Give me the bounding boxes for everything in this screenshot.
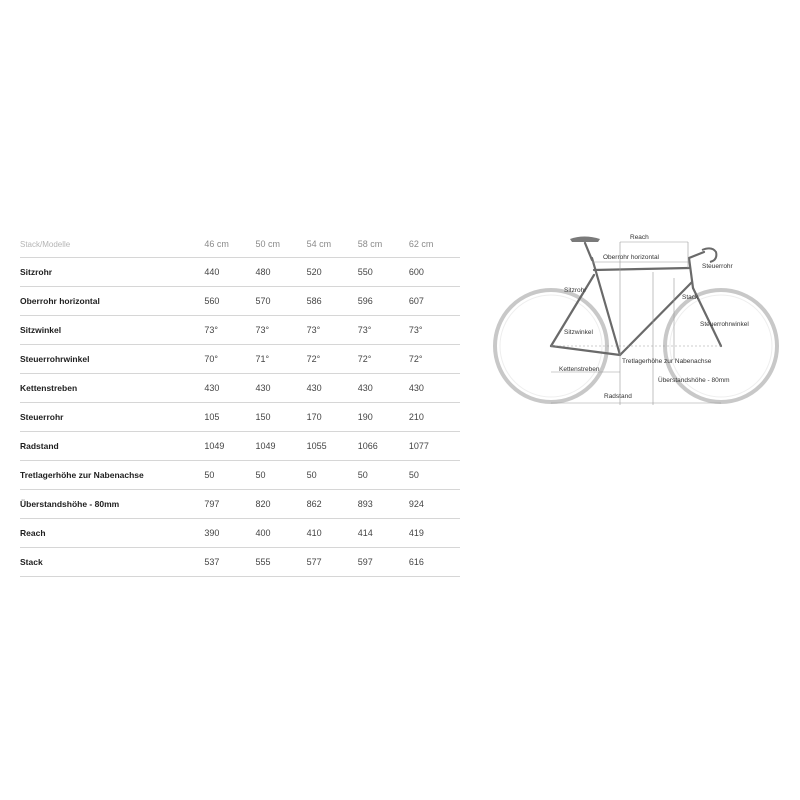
table-row	[20, 548, 460, 577]
row-value: 419	[409, 519, 460, 548]
row-value: 1055	[307, 432, 358, 461]
table-row	[20, 287, 460, 316]
row-value: 430	[204, 374, 255, 403]
row-value: 105	[204, 403, 255, 432]
row-value: 520	[307, 258, 358, 287]
row-value: 430	[409, 374, 460, 403]
row-value: 596	[358, 287, 409, 316]
row-value: 820	[256, 490, 307, 519]
row-value: 560	[204, 287, 255, 316]
row-value: 150	[256, 403, 307, 432]
table-header-row	[20, 231, 460, 258]
row-value: 410	[307, 519, 358, 548]
label-kettenstreben: Kettenstreben	[559, 366, 600, 373]
row-value: 72°	[358, 345, 409, 374]
row-value: 73°	[204, 316, 255, 345]
row-value: 50	[409, 461, 460, 490]
row-value: 797	[204, 490, 255, 519]
header-label: Stack/Modelle	[20, 231, 204, 258]
header-size: 54 cm	[307, 231, 358, 258]
row-value: 50	[307, 461, 358, 490]
table-row	[20, 258, 460, 287]
row-value: 414	[358, 519, 409, 548]
row-value: 210	[409, 403, 460, 432]
bike-geometry-diagram	[488, 220, 788, 420]
handlebar	[702, 248, 716, 262]
geometry-table	[20, 231, 460, 577]
row-value: 597	[358, 548, 409, 577]
row-label: Tretlagerhöhe zur Nabenachse	[20, 461, 204, 490]
row-label: Oberrohr horizontal	[20, 287, 204, 316]
row-value: 430	[358, 374, 409, 403]
row-label: Kettenstreben	[20, 374, 204, 403]
row-value: 400	[256, 519, 307, 548]
table-row	[20, 490, 460, 519]
table-row	[20, 316, 460, 345]
row-value: 70°	[204, 345, 255, 374]
row-label: Sitzrohr	[20, 258, 204, 287]
table-row	[20, 432, 460, 461]
label-stack: Stack	[682, 294, 699, 301]
label-oberrohr: Oberrohr horizontal	[603, 254, 659, 261]
row-value: 1049	[256, 432, 307, 461]
row-label: Radstand	[20, 432, 204, 461]
row-value: 72°	[409, 345, 460, 374]
label-reach: Reach	[630, 234, 649, 241]
label-tretlager: Tretlagerhöhe zur Nabenachse	[622, 358, 712, 365]
label-sitzrohr: Sitzrohr	[564, 287, 587, 294]
row-value: 570	[256, 287, 307, 316]
row-value: 924	[409, 490, 460, 519]
row-value: 577	[307, 548, 358, 577]
label-sitzwinkel: Sitzwinkel	[564, 329, 593, 336]
row-value: 600	[409, 258, 460, 287]
label-radstand: Radstand	[604, 393, 632, 400]
table-row	[20, 374, 460, 403]
header-size: 50 cm	[256, 231, 307, 258]
row-label: Stack	[20, 548, 204, 577]
row-value: 586	[307, 287, 358, 316]
row-value: 430	[307, 374, 358, 403]
label-ueberstand: Überstandshöhe - 80mm	[658, 377, 730, 384]
row-value: 170	[307, 403, 358, 432]
table-row	[20, 403, 460, 432]
row-label: Steuerrohrwinkel	[20, 345, 204, 374]
table-row	[20, 519, 460, 548]
header-size: 58 cm	[358, 231, 409, 258]
table-row	[20, 345, 460, 374]
row-value: 1077	[409, 432, 460, 461]
row-label: Überstandshöhe - 80mm	[20, 490, 204, 519]
row-value: 71°	[256, 345, 307, 374]
row-value: 440	[204, 258, 255, 287]
row-value: 73°	[256, 316, 307, 345]
row-value: 50	[358, 461, 409, 490]
row-value: 480	[256, 258, 307, 287]
row-value: 72°	[307, 345, 358, 374]
row-value: 893	[358, 490, 409, 519]
row-value: 537	[204, 548, 255, 577]
row-value: 73°	[307, 316, 358, 345]
row-value: 430	[256, 374, 307, 403]
label-steuerrohrwinkel: Steuerrohrwinkel	[700, 321, 749, 328]
row-value: 190	[358, 403, 409, 432]
row-value: 616	[409, 548, 460, 577]
row-value: 555	[256, 548, 307, 577]
row-label: Sitzwinkel	[20, 316, 204, 345]
row-value: 1066	[358, 432, 409, 461]
label-steuerrohr: Steuerrohr	[702, 263, 733, 270]
row-value: 50	[204, 461, 255, 490]
header-size: 62 cm	[409, 231, 460, 258]
saddle	[570, 237, 600, 243]
table-row	[20, 461, 460, 490]
row-value: 607	[409, 287, 460, 316]
row-value: 862	[307, 490, 358, 519]
header-size: 46 cm	[204, 231, 255, 258]
row-value: 550	[358, 258, 409, 287]
row-value: 73°	[358, 316, 409, 345]
row-value: 50	[256, 461, 307, 490]
row-value: 1049	[204, 432, 255, 461]
row-value: 390	[204, 519, 255, 548]
row-label: Steuerrohr	[20, 403, 204, 432]
row-label: Reach	[20, 519, 204, 548]
table-body	[20, 258, 460, 577]
row-value: 73°	[409, 316, 460, 345]
